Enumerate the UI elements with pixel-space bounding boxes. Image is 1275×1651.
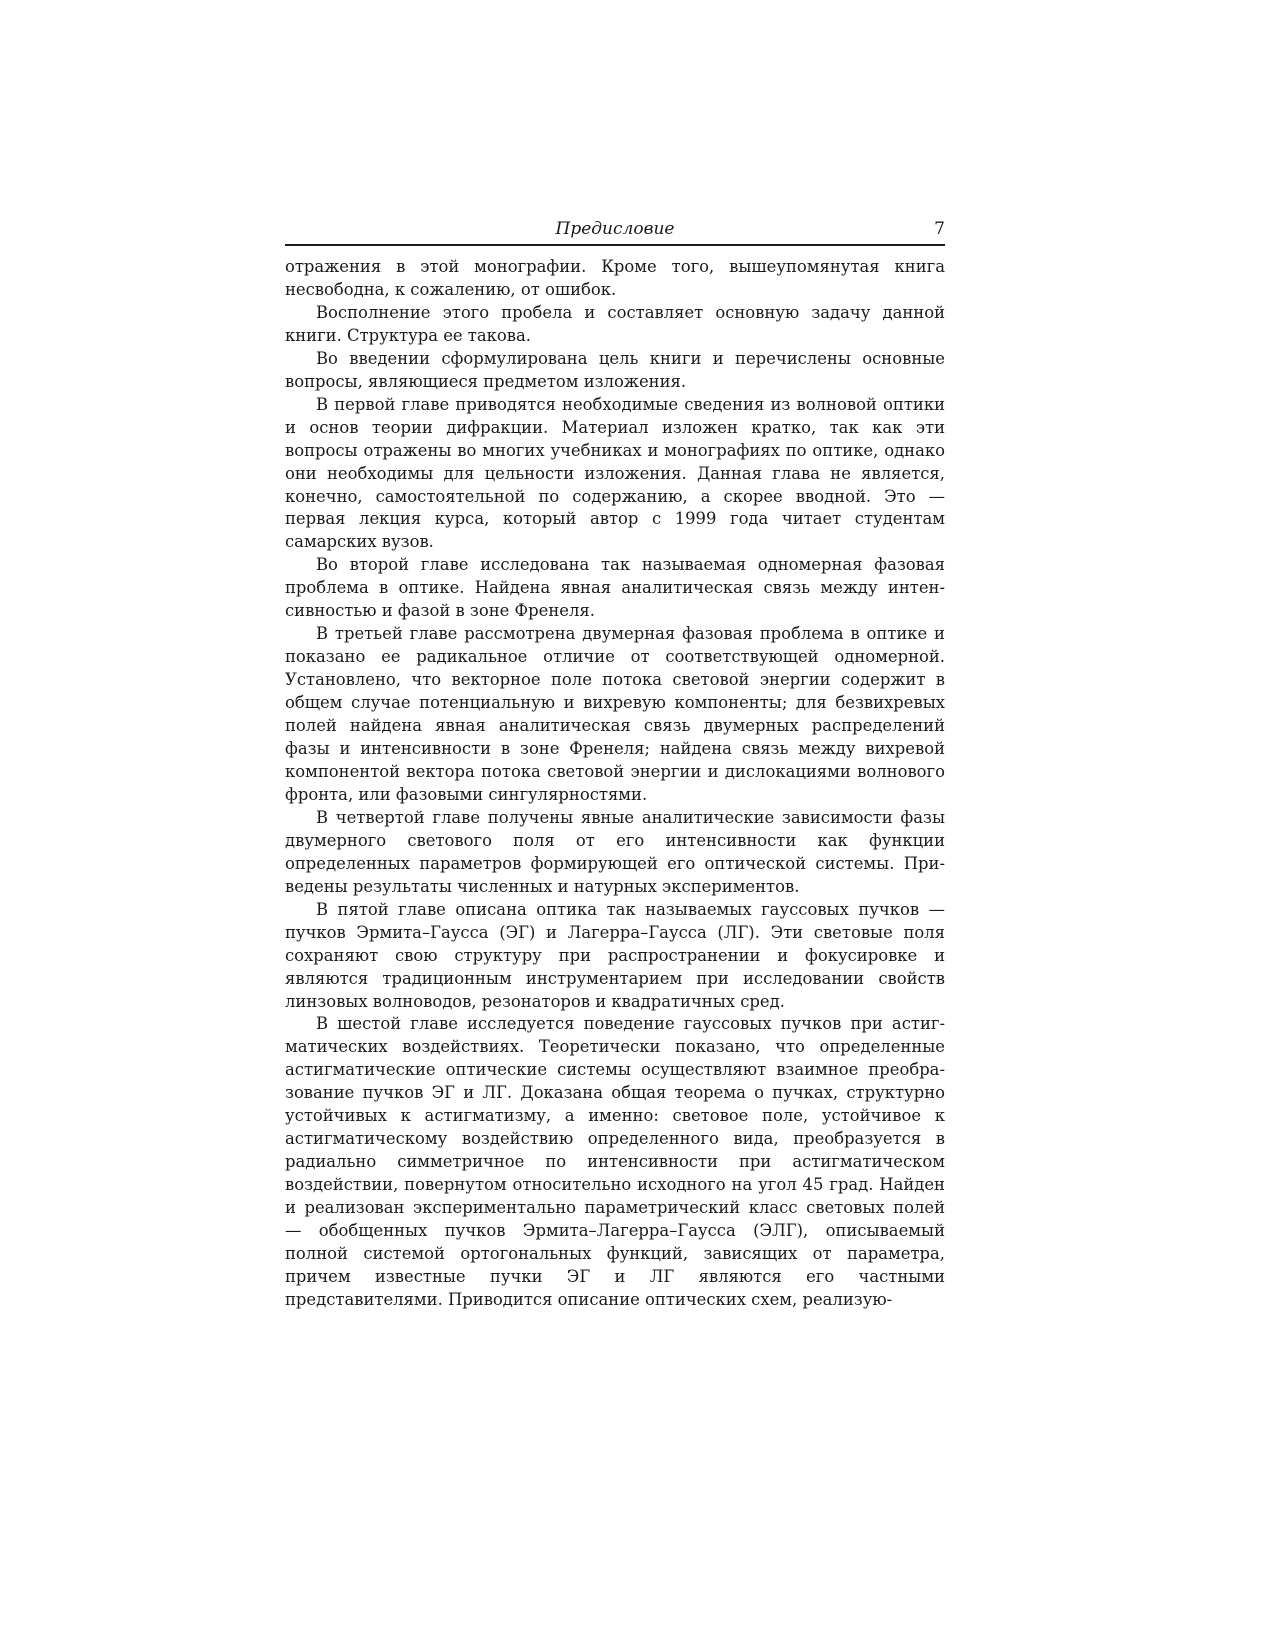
paragraph: В первой главе приводятся необходимые сведения из волновой оптики и основ теории дифракции. Материал изложен кратко, так как эти вопросы отражены во многих учебниках и монографиях по оптике, однако они необходимы для цельности изложения. Данная глава не является, конечно, самостоятельной по содержанию, а скорее вводной. Это — первая лекция курса, который автор с 1999 года читает студентам самарских вузов.: [285, 394, 945, 552]
paragraph: Восполнение этого пробела и составляет основную задачу данной книги. Структура ее такова.: [285, 302, 945, 345]
paragraph: В шестой главе исследуется поведение гауссовых пучков при астигматических воздействиях. Теоретически показано, что определенные астигматические оптические системы осуществляют взаимное преобразование пучков ЭГ и ЛГ. Доказана общая теорема о пучках, структурно устойчивых к астигматизму, а именно: световое поле, устойчивое к астигматическому воздействию определенного вида, преобразуется в радиально симметричное по интенсивности при астигматическом воздействии, повернутом относительно исходного на угол 45 град. Найден и реализован экспериментально параметрический класс световых полей — обобщенных пучков Эрмита–Лагерра–Гаусса (ЭЛГ), описываемый полной системой ортогональных функций, зависящих от параметра, причем известные пучки ЭГ и ЛГ являются его частными представителями. Приводится описание оптических схем, реализую-: [285, 1014, 945, 1309]
paragraph-continued: отражения в этой монографии. Кроме того, вышеупомянутая книга несвободна, к сожалению, от ошибок.: [285, 257, 945, 299]
running-head: [285, 218, 945, 246]
paragraph: В четвертой главе получены явные аналитические зависимости фазы двумерного светового поля от его интенсивности как функции определенных параметров формирующей его оптической системы. Приведены результаты численных и натурных экспериментов.: [285, 807, 945, 896]
paragraph: Во введении сформулирована цель книги и перечислены основные вопросы, являющиеся предметом изложения.: [285, 348, 945, 391]
paragraph: В пятой главе описана оптика так называемых гауссовых пучков — пучков Эрмита–Гаусса (ЭГ) и Лагерра–Гаусса (ЛГ). Эти световые поля сохраняют свою структуру при распространении и фокусировке и являются традиционным инструментарием при исследовании свойств линзовых волноводов, резонаторов и квадратичных сред.: [285, 899, 945, 1011]
book-page: [285, 218, 945, 1312]
paragraph: Во второй главе исследована так называемая одномерная фазовая проблема в оптике. Найдена явная аналитическая связь между интенсивностью и фазой в зоне Френеля.: [285, 555, 945, 621]
running-title: Предисловие: [555, 219, 675, 239]
paragraph: В третьей главе рассмотрена двумерная фазовая проблема в оптике и показано ее радикальное отличие от соответствующей одномерной. Установлено, что векторное поле потока световой энергии содержит в общем случае потенциальную и вихревую компоненты; для безвихревых полей найдена явная аналитическая связь двумерных распределений фазы и интенсивности в зоне Френеля; найдена связь между вихревой компонентой вектора потока световой энергии и дислокациями волнового фронта, или фазовыми сингулярностями.: [285, 624, 945, 804]
body-text: [285, 256, 945, 1312]
page-number: 7: [934, 219, 945, 239]
